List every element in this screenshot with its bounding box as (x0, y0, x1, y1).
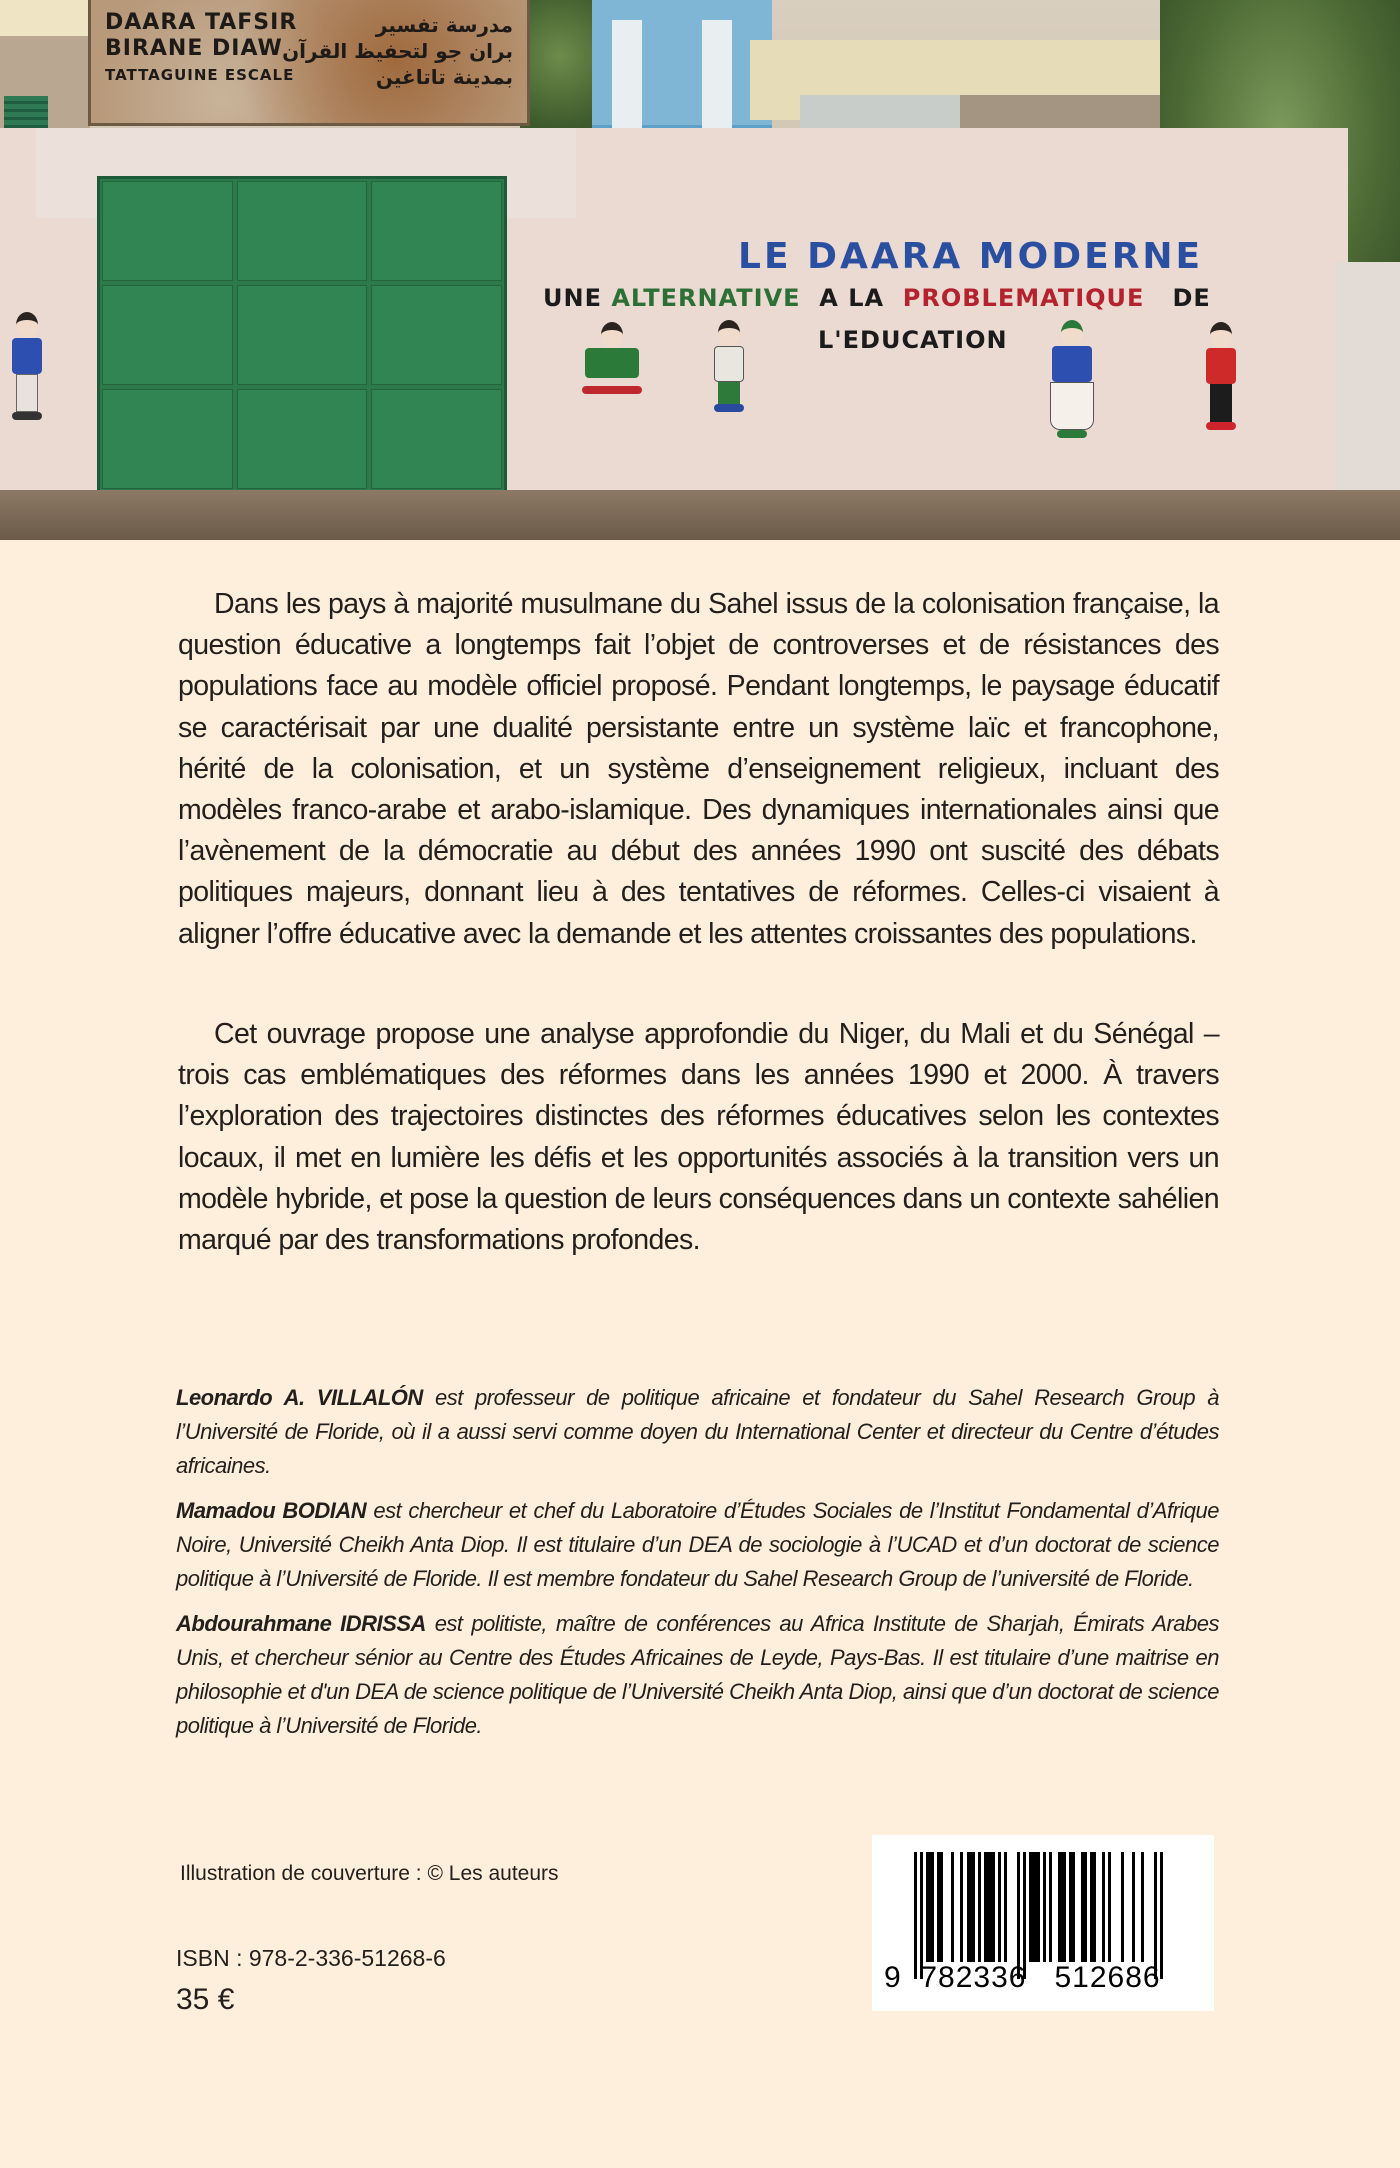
author-name: Leonardo A. VILLALÓN (176, 1385, 423, 1410)
dirt-ground (0, 490, 1400, 540)
school-sign (88, 0, 530, 126)
mural-subtitle: UNE ALTERNATIVE A LA PROBLEMATIQUE DE (543, 284, 1211, 312)
blurb-paragraph-1: Dans les pays à majorité musulmane du Sahel issus de la colonisation française, la question éducative a longtemps fait l’objet de controverses et de résistances des populations face au modèle officiel proposé. Pendant longtemps, le paysage éducatif se caractérisait par une dualité persistante entre un système laïc et francophone, hérité de la colonisation, et un système d’enseignement religieux, incluant des modèles franco-arabe et arabo-islamique. Des dynamiques internationales ainsi que l’avènement de la démocratie au début des années 1990 ont suscité des débats politiques majeurs, donnant lieu à des tentatives de réformes. Celles-ci visaient à aligner l’offre éducative avec la demande et les attentes croissantes des populations. (178, 588, 1219, 950)
wall-segment (1335, 262, 1400, 502)
blurb-paragraph-2: Cet ouvrage propose une analyse approfondie du Niger, du Mali et du Sénégal – trois cas emblématiques des réformes dans les années 1990 et 2000. À travers l’exploration des trajectoires distinctes des réformes éducatives selon les contextes locaux, il met en lumière les défis et les opportunités associés à la transition vers un modèle hybride, et pose la question de leurs conséquences dans un contexte sahélien marqué par des transformations profondes. (178, 1018, 1219, 1257)
barcode (872, 1835, 1214, 2011)
painted-boy-figure (1206, 322, 1236, 430)
author-bio: Leonardo A. VILLALÓN est professeur de politique africaine et fondateur du Sahel Research Group à l’Université de Floride, où il a aussi servi comme doyen du International Center et directeur du Centre d’études africaines. (176, 1385, 1219, 1478)
painted-child-figure (12, 312, 42, 420)
illustration-credit: Illustration de couverture : © Les auteurs (180, 1862, 559, 1885)
barcode-digits: 9 782336 512686 (884, 1961, 1161, 1994)
author-name: Mamadou BODIAN (176, 1498, 367, 1523)
mural-subtitle-line3: L'EDUCATION (818, 326, 1008, 354)
price: 35 € (176, 1983, 235, 2016)
mural-title: LE DAARA MODERNE (738, 236, 1204, 277)
painted-reading-child-figure (582, 322, 642, 394)
isbn: ISBN : 978-2-336-51268-6 (176, 1945, 446, 1971)
sign-arabic-text: مدرسة تفسير بران جو لتحفيظ القرآن بمدينة تاتاغين (282, 13, 513, 89)
cover-photo (0, 0, 1400, 540)
roof (0, 0, 90, 36)
painted-child-with-books-figure (714, 320, 744, 412)
author-bio: Mamadou BODIAN est chercheur et chef du Laboratoire d’Études Sociales de l’Institut Fondamental d’Afrique Noire, Université Cheikh Anta Diop. Il est titulaire d’un DEA de sociologie à l’UCAD et d’un doctorat de science politique à l’Université de Floride. Il est membre fondateur du Sahel Research Group de l’université de Floride. (176, 1498, 1220, 1591)
author-name: Abdourahmane IDRISSA (176, 1611, 426, 1636)
author-bio: Abdourahmane IDRISSA est politiste, maître de conférences au Africa Institute de Sharjah, Émirats Arabes Unis, et chercheur sénior au Centre des Études Africaines de Leyde, Pays-Bas. Il est titulaire d’une maitrise en philosophie et d'un DEA de science politique de l’Université Cheikh Anta Diop, ainsi que d’un doctorat de science politique à l’Université de Floride. (176, 1611, 1219, 1738)
green-gate (97, 176, 507, 494)
barcode-bars (914, 1852, 1202, 1979)
painted-girl-figure (1050, 320, 1094, 438)
author-bios (176, 1381, 1219, 1743)
sign-latin-text: DAARA TAFSIR BIRANE DIAW TATTAGUINE ESCALE (105, 10, 298, 84)
